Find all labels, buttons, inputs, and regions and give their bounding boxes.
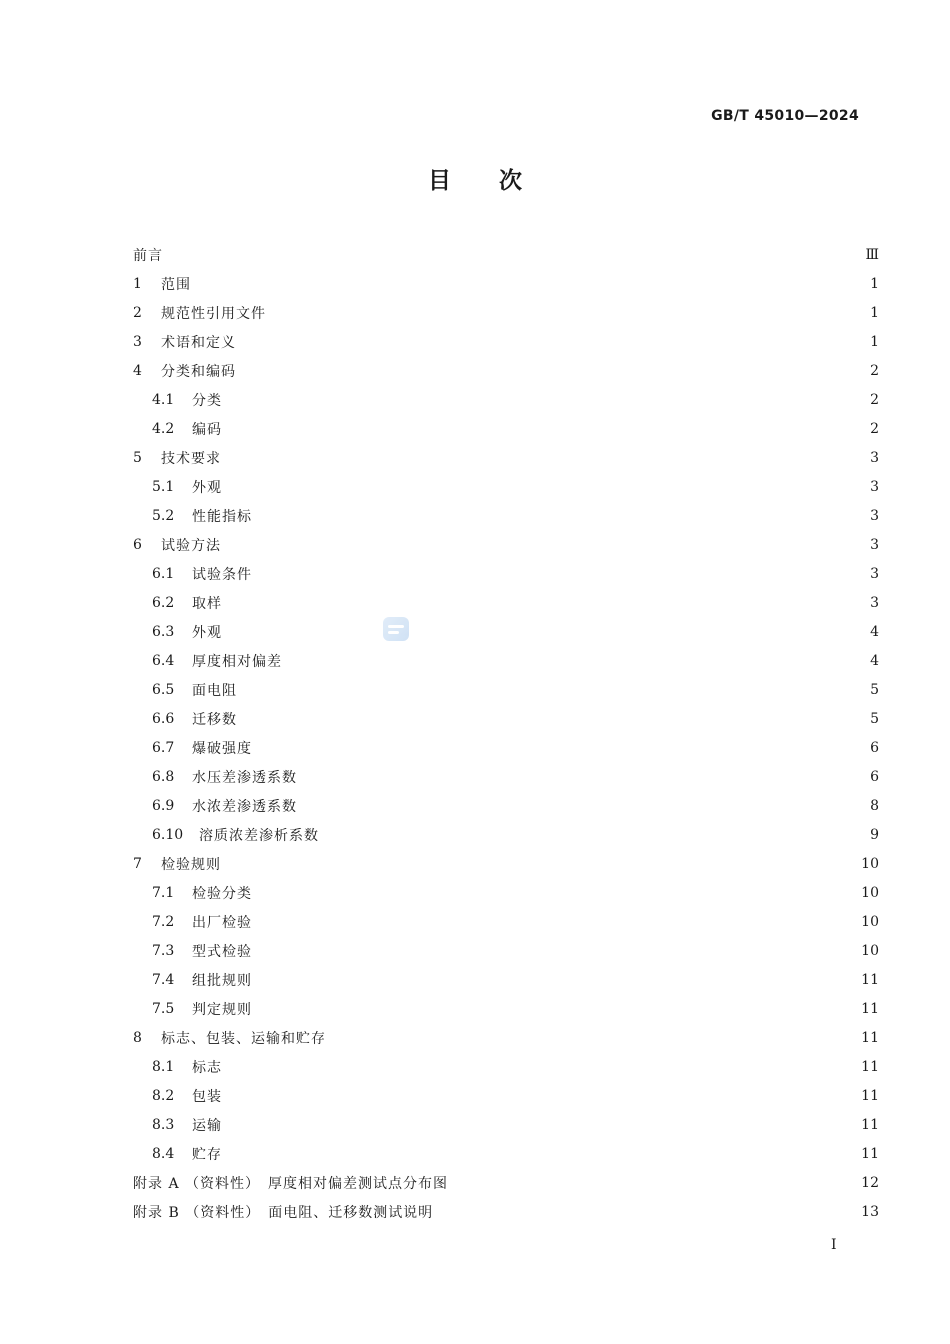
- toc-dot-leader: [205, 277, 853, 291]
- table-of-contents: [133, 240, 879, 1226]
- toc-dot-leader: [333, 828, 853, 842]
- toc-entry-page: 10: [861, 942, 879, 959]
- toc-entry-label: 水压差渗透系数: [192, 769, 297, 786]
- standard-number: GB/T 45010—2024: [711, 108, 859, 124]
- toc-entry-label: 编码: [192, 421, 222, 438]
- toc-dot-leader: [236, 596, 853, 610]
- toc-entry-label: 附录 A （资料性） 厚度相对偏差测试点分布图: [133, 1175, 449, 1192]
- toc-dot-leader: [266, 886, 851, 900]
- toc-entry-number: 7.5: [152, 1000, 175, 1017]
- toc-entry-page: Ⅲ: [865, 246, 879, 263]
- toc-entry[interactable]: [133, 1139, 879, 1168]
- toc-entry-number: 8.2: [152, 1087, 175, 1104]
- toc-entry-number: 1: [133, 275, 142, 292]
- toc-dot-leader: [340, 1031, 851, 1045]
- toc-entry-number: 6.6: [152, 710, 175, 727]
- toc-entry-label: 水浓差渗透系数: [192, 798, 297, 815]
- toc-entry-number: 8.1: [152, 1058, 175, 1075]
- toc-entry-label: 运输: [192, 1117, 222, 1134]
- toc-entry-page: 10: [861, 913, 879, 930]
- toc-entry-label: 溶质浓差渗析系数: [199, 827, 319, 844]
- toc-dot-leader: [266, 915, 851, 929]
- toc-entry[interactable]: [133, 617, 879, 646]
- toc-dot-leader: [236, 422, 853, 436]
- toc-entry-label: 附录 B （资料性） 面电阻、迁移数测试说明: [133, 1204, 434, 1221]
- toc-entry[interactable]: [133, 1081, 879, 1110]
- toc-entry-page: 6: [870, 768, 879, 785]
- toc-entry-page: 11: [861, 1029, 879, 1046]
- toc-entry-label: 厚度相对偏差: [192, 653, 282, 670]
- toc-entry-number: 7: [133, 855, 142, 872]
- toc-dot-leader: [236, 480, 853, 494]
- toc-entry-number: 6.8: [152, 768, 175, 785]
- toc-entry-label: 检验规则: [161, 856, 221, 873]
- toc-entry-page: 5: [870, 710, 879, 727]
- toc-entry-page: 9: [870, 826, 879, 843]
- toc-entry-number: 7.4: [152, 971, 175, 988]
- toc-dot-leader: [266, 944, 851, 958]
- toc-entry-number: 5: [133, 449, 142, 466]
- toc-entry[interactable]: [133, 472, 879, 501]
- toc-entry-page: 10: [861, 855, 879, 872]
- toc-entry-label: 规范性引用文件: [161, 305, 266, 322]
- toc-entry-number: 6.3: [152, 623, 175, 640]
- toc-entry-number: 4.1: [152, 391, 175, 408]
- toc-entry[interactable]: [133, 1023, 879, 1052]
- toc-entry-number: 7.1: [152, 884, 175, 901]
- toc-entry-number: 6.2: [152, 594, 175, 611]
- toc-entry-page: 4: [870, 623, 879, 640]
- toc-entry-label: 面电阻: [192, 682, 237, 699]
- toc-entry[interactable]: [133, 414, 879, 443]
- page-title: [0, 162, 950, 195]
- toc-dot-leader: [266, 567, 853, 581]
- toc-entry[interactable]: [133, 1168, 879, 1197]
- toc-entry[interactable]: [133, 907, 879, 936]
- toc-entry[interactable]: [133, 530, 879, 559]
- toc-dot-leader: [462, 1176, 851, 1190]
- toc-entry-label: 性能指标: [192, 508, 252, 525]
- toc-entry[interactable]: [133, 762, 879, 791]
- toc-entry-page: 11: [861, 1145, 879, 1162]
- toc-dot-leader: [311, 770, 853, 784]
- toc-entry[interactable]: [133, 791, 879, 820]
- toc-entry[interactable]: [133, 298, 879, 327]
- toc-dot-leader: [235, 451, 853, 465]
- toc-entry-page: 3: [870, 507, 879, 524]
- toc-entry-number: 3: [133, 333, 142, 350]
- toc-entry-page: 3: [870, 449, 879, 466]
- toc-entry-page: 3: [870, 565, 879, 582]
- toc-entry-number: 5.1: [152, 478, 175, 495]
- toc-entry[interactable]: [133, 704, 879, 733]
- toc-dot-leader: [235, 538, 853, 552]
- toc-entry-page: 8: [870, 797, 879, 814]
- toc-entry[interactable]: [133, 1052, 879, 1081]
- toc-entry-number: 4: [133, 362, 142, 379]
- toc-entry-page: 10: [861, 884, 879, 901]
- toc-entry[interactable]: [133, 385, 879, 414]
- title-char-2: 次: [499, 168, 522, 194]
- toc-entry[interactable]: [133, 965, 879, 994]
- toc-dot-leader: [236, 1060, 851, 1074]
- toc-entry[interactable]: [133, 849, 879, 878]
- toc-entry-page: 11: [861, 1000, 879, 1017]
- toc-entry-label: 出厂检验: [192, 914, 252, 931]
- toc-dot-leader: [250, 335, 853, 349]
- toc-entry-label: 标志: [192, 1059, 222, 1076]
- toc-entry-label: 分类: [192, 392, 222, 409]
- toc-entry-label: 术语和定义: [161, 334, 236, 351]
- toc-entry-page: 11: [861, 1058, 879, 1075]
- toc-entry-page: 6: [870, 739, 879, 756]
- toc-dot-leader: [266, 741, 853, 755]
- toc-entry-page: 11: [861, 971, 879, 988]
- toc-entry-label: 判定规则: [192, 1001, 252, 1018]
- toc-entry-page: 3: [870, 594, 879, 611]
- toc-entry[interactable]: [133, 1110, 879, 1139]
- toc-entry-page: 1: [870, 275, 879, 292]
- toc-entry[interactable]: [133, 327, 879, 356]
- toc-entry-number: 2: [133, 304, 142, 321]
- toc-entry-label: 技术要求: [161, 450, 221, 467]
- toc-entry-page: 5: [870, 681, 879, 698]
- toc-dot-leader: [447, 1205, 851, 1219]
- toc-entry-number: 6: [133, 536, 142, 553]
- toc-entry-page: 11: [861, 1087, 879, 1104]
- toc-dot-leader: [296, 654, 853, 668]
- toc-dot-leader: [236, 1147, 851, 1161]
- title-char-1: 目: [428, 168, 451, 194]
- toc-entry-label: 分类和编码: [161, 363, 236, 380]
- toc-entry-label: 范围: [161, 276, 191, 293]
- toc-entry-label: 迁移数: [192, 711, 237, 728]
- toc-entry-page: 11: [861, 1116, 879, 1133]
- toc-entry-label: 爆破强度: [192, 740, 252, 757]
- toc-entry-number: 5.2: [152, 507, 175, 524]
- toc-entry[interactable]: [133, 733, 879, 762]
- toc-entry-page: 13: [861, 1203, 879, 1220]
- toc-entry[interactable]: [133, 1197, 879, 1226]
- toc-dot-leader: [236, 625, 853, 639]
- toc-dot-leader: [251, 712, 853, 726]
- toc-entry-number: 8.3: [152, 1116, 175, 1133]
- toc-entry-number: 6.4: [152, 652, 175, 669]
- toc-dot-leader: [236, 1118, 851, 1132]
- toc-entry-page: 12: [861, 1174, 879, 1191]
- toc-entry-number: 6.9: [152, 797, 175, 814]
- toc-entry-number: 6.7: [152, 739, 175, 756]
- toc-entry-label: 包装: [192, 1088, 222, 1105]
- toc-dot-leader: [251, 683, 853, 697]
- toc-dot-leader: [236, 1089, 851, 1103]
- toc-entry-label: 贮存: [192, 1146, 222, 1163]
- toc-entry[interactable]: [133, 269, 879, 298]
- toc-entry-label: 检验分类: [192, 885, 252, 902]
- toc-entry-number: 8.4: [152, 1145, 175, 1162]
- toc-entry-label: 外观: [192, 479, 222, 496]
- toc-entry[interactable]: [133, 588, 879, 617]
- toc-entry[interactable]: [133, 501, 879, 530]
- toc-entry-page: 2: [870, 391, 879, 408]
- toc-dot-leader: [266, 973, 851, 987]
- toc-entry[interactable]: [133, 994, 879, 1023]
- toc-dot-leader: [235, 857, 851, 871]
- toc-entry-page: 1: [870, 304, 879, 321]
- toc-entry-page: 3: [870, 478, 879, 495]
- toc-dot-leader: [280, 306, 853, 320]
- toc-entry-number: 6.10: [152, 826, 184, 843]
- toc-entry-label: 取样: [192, 595, 222, 612]
- toc-entry-number: 7.3: [152, 942, 175, 959]
- toc-entry-label: 试验条件: [192, 566, 252, 583]
- toc-dot-leader: [177, 248, 853, 262]
- toc-entry[interactable]: [133, 356, 879, 385]
- toc-entry-number: 6.5: [152, 681, 175, 698]
- toc-entry-label: 组批规则: [192, 972, 252, 989]
- toc-entry[interactable]: [133, 820, 879, 849]
- page-number: I: [831, 1237, 837, 1253]
- toc-entry-page: 1: [870, 333, 879, 350]
- toc-entry[interactable]: [133, 443, 879, 472]
- toc-entry-number: 7.2: [152, 913, 175, 930]
- toc-entry[interactable]: [133, 646, 879, 675]
- toc-entry-label: 标志、包装、运输和贮存: [161, 1030, 326, 1047]
- toc-entry[interactable]: [133, 936, 879, 965]
- toc-dot-leader: [266, 509, 853, 523]
- toc-entry[interactable]: [133, 675, 879, 704]
- toc-entry-number: 8: [133, 1029, 142, 1046]
- toc-entry[interactable]: [133, 240, 879, 269]
- toc-entry[interactable]: [133, 559, 879, 588]
- toc-dot-leader: [266, 1002, 851, 1016]
- toc-entry-page: 4: [870, 652, 879, 669]
- toc-entry-label: 前言: [133, 247, 163, 264]
- toc-dot-leader: [250, 364, 853, 378]
- toc-dot-leader: [236, 393, 853, 407]
- toc-entry-label: 外观: [192, 624, 222, 641]
- toc-entry-number: 4.2: [152, 420, 175, 437]
- toc-entry-label: 试验方法: [161, 537, 221, 554]
- toc-entry-page: 2: [870, 420, 879, 437]
- toc-entry-page: 3: [870, 536, 879, 553]
- watermark-logo-icon: [383, 617, 409, 641]
- toc-entry-label: 型式检验: [192, 943, 252, 960]
- toc-entry-number: 6.1: [152, 565, 175, 582]
- toc-entry-page: 2: [870, 362, 879, 379]
- toc-dot-leader: [311, 799, 853, 813]
- toc-entry[interactable]: [133, 878, 879, 907]
